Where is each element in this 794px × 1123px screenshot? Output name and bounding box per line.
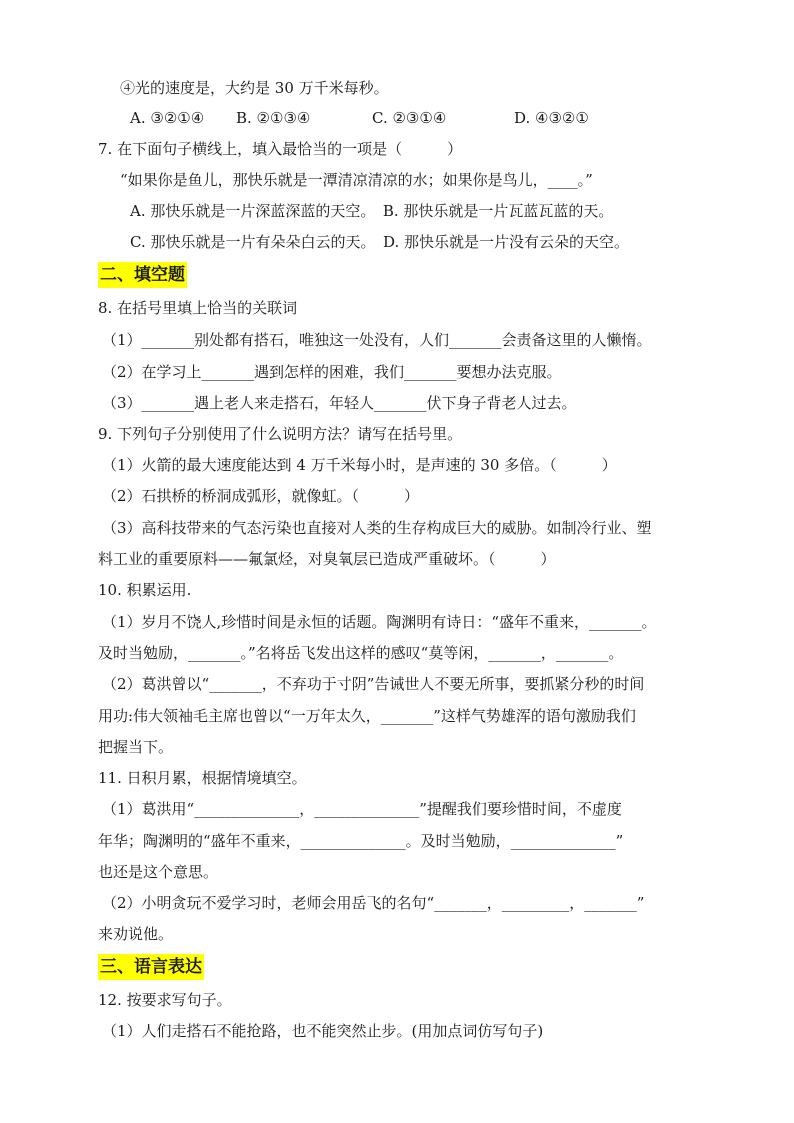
q10-line-2c: 把握当下。: [98, 738, 174, 756]
q7-options-cd: C. 那快乐就是一片有朵朵白云的天。 D. 那快乐就是一片没有云朵的天空。: [130, 233, 630, 251]
q8-stem: 8. 在括号里填上恰当的关联词: [98, 299, 298, 317]
q6-option-a: A. ③②①④: [130, 109, 205, 127]
q8-line-2: （2）在学习上_______遇到怎样的困难，我们_______要想办法克服。: [102, 363, 562, 381]
q6-item-4: ④光的速度是，大约是 30 万千米每秒。: [120, 79, 389, 97]
section-heading-expression: 三、语言表达: [98, 954, 204, 980]
q6-option-b: B. ②①③④: [236, 109, 311, 127]
q11-line-2b: 来劝说他。: [98, 925, 174, 943]
q9-line-3b: 料工业的重要原料——氟氯烃，对臭氧层已造成严重破坏。（ ）: [98, 550, 556, 568]
q9-line-1: （1）火箭的最大速度能达到 4 万千米每小时，是声速的 30 多倍。（ ）: [102, 456, 617, 474]
q12-line-1: （1）人们走搭石不能抢路，也不能突然止步。(用加点词仿写句子): [102, 1022, 544, 1040]
q11-line-1b: 年华；陶渊明的“盛年不重来，______________。及时当勉励，______________”: [98, 832, 624, 850]
q10-line-2b: 用功:伟大领袖毛主席也曾以“一万年太久，_______”这样气势雄浑的语句激励我们: [98, 707, 636, 725]
q9-line-2: （2）石拱桥的桥洞成弧形，就像虹。（ ）: [102, 487, 420, 505]
q6-option-d: D. ④③②①: [514, 109, 589, 127]
q8-line-1: （1）_______别处都有搭石，唯独这一处没有，人们_______会责备这里的人懒惰。: [102, 331, 652, 349]
q7-stem: 7. 在下面句子横线上，填入最恰当的一项是（ ）: [98, 140, 463, 158]
section-heading-fill-in: 二、填空题: [98, 262, 187, 288]
q9-stem: 9. 下列句子分别使用了什么说明方法？请写在括号里。: [98, 425, 463, 443]
q12-stem: 12. 按要求写句子。: [98, 991, 232, 1009]
q6-option-c: C. ②③①④: [372, 109, 447, 127]
q7-options-ab: A. 那快乐就是一片深蓝深蓝的天空。 B. 那快乐就是一片瓦蓝瓦蓝的天。: [130, 202, 614, 220]
q9-line-3a: （3）高科技带来的气态污染也直接对人类的生存构成巨大的威胁。如制冷行业、塑: [102, 519, 652, 537]
q11-line-1a: （1）葛洪用“______________，______________”提醒我们要珍惜时间，不虚度: [102, 800, 622, 818]
q11-line-2a: （2）小明贪玩不爱学习时，老师会用岳飞的名句“_______，_________，_______”: [102, 894, 645, 912]
q10-line-2a: （2）葛洪曾以“_______，不弃功于寸阴”告诫世人不要无所事，要抓紧分秒的时间: [102, 675, 645, 693]
q10-stem: 10. 积累运用.: [98, 581, 192, 599]
q11-line-1c: 也还是这个意思。: [98, 863, 219, 881]
q7-quote: “如果你是鱼儿，那快乐就是一潭清凉清凉的水；如果你是鸟儿，____。”: [120, 171, 593, 189]
q11-stem: 11. 日积月累，根据情境填空。: [98, 769, 307, 787]
q10-line-1b: 及时当勉励，_______。”名将岳飞发出这样的感叹“莫等闲，_______，_______。: [98, 644, 624, 662]
q8-line-3: （3）_______遇上老人来走搭石，年轻人_______伏下身子背老人过去。: [102, 394, 577, 412]
q10-line-1a: （1）岁月不饶人,珍惜时间是永恒的话题。陶渊明有诗日：“盛年不重来，_______。: [102, 613, 657, 631]
